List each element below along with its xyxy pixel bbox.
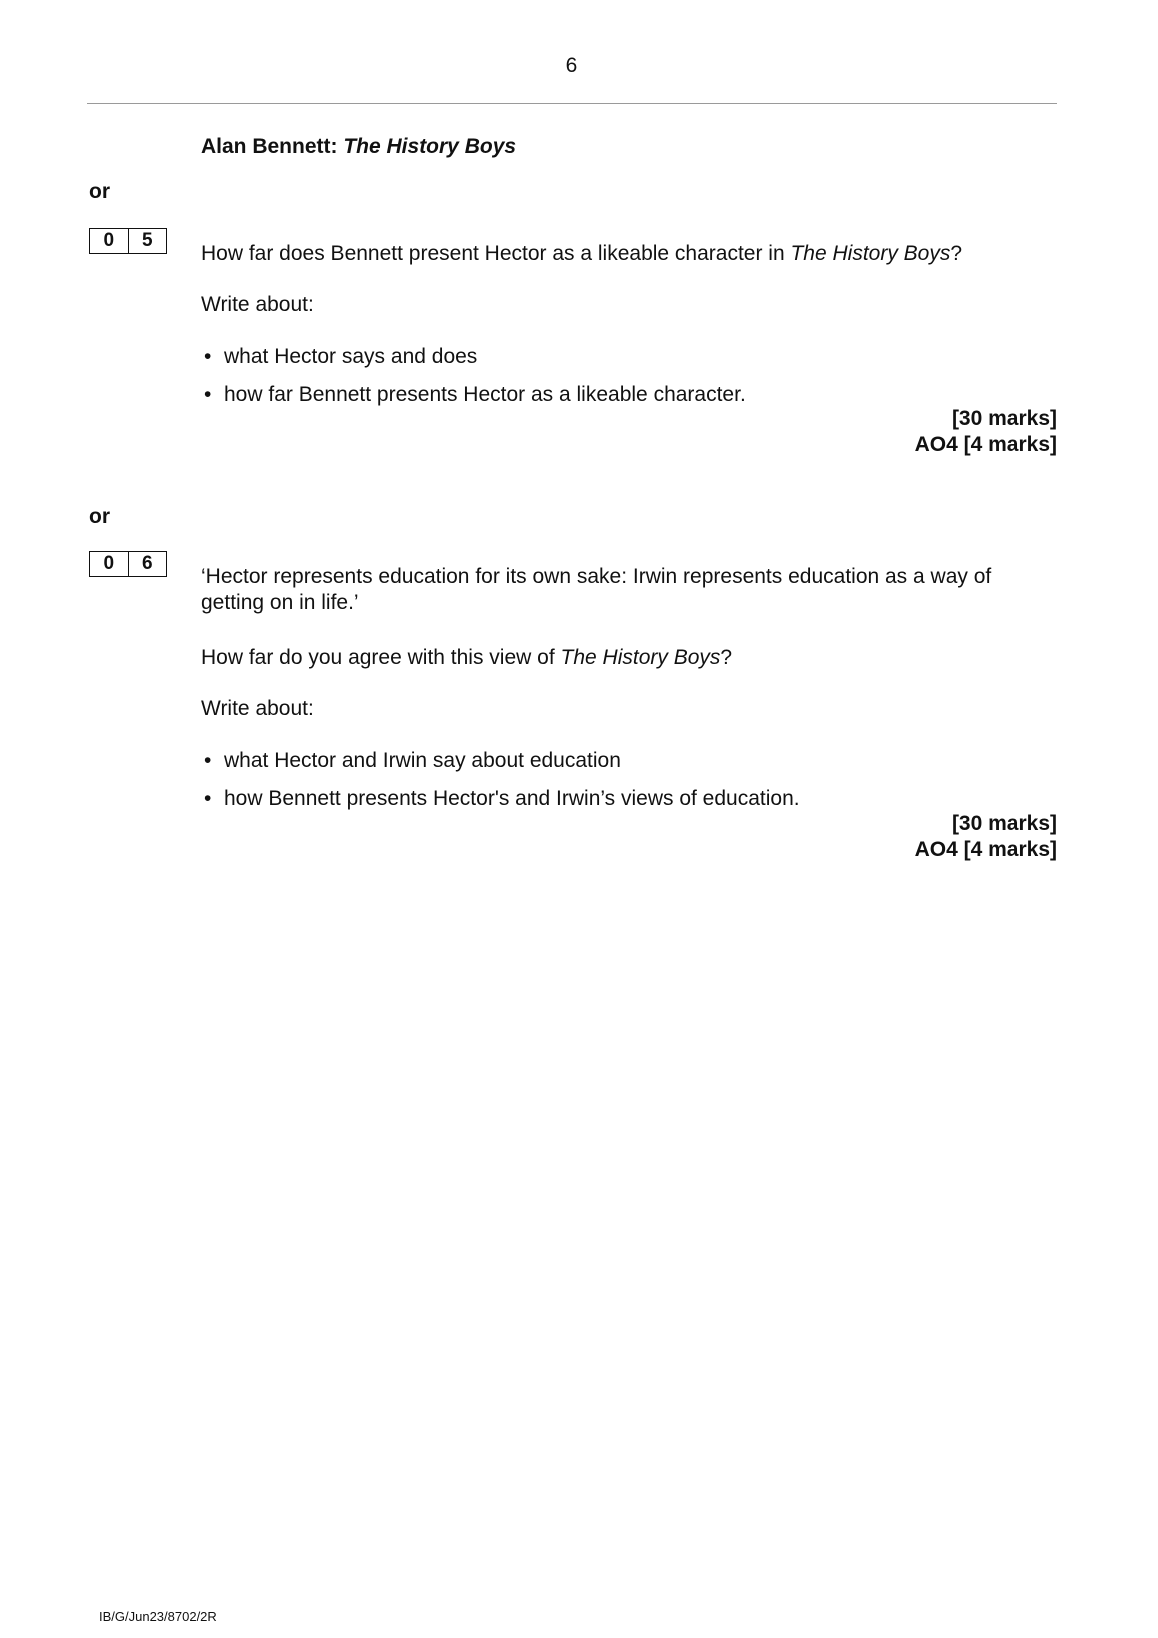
question-prompt <box>201 645 1061 671</box>
list-item: • what Hector and Irwin say about education <box>204 749 621 772</box>
list-item: • how far Bennett presents Hector as a likeable character. <box>204 383 746 406</box>
question-number-box <box>89 551 167 577</box>
question-number-box <box>89 228 167 254</box>
question-digit: 0 <box>103 553 115 574</box>
write-about-label: Write about: <box>201 697 314 720</box>
marks-allocation <box>915 406 1057 458</box>
prompt-text: How far do you agree with this view of <box>201 646 561 669</box>
write-about-label: Write about: <box>201 293 314 316</box>
ao4-marks: AO4 [4 marks] <box>914 433 1057 456</box>
page-number: 6 <box>565 54 578 77</box>
section-title: The History Boys <box>343 135 517 158</box>
marks-total: [30 marks] <box>951 812 1057 835</box>
bullet-icon: • <box>204 787 212 810</box>
prompt-end: ? <box>720 646 733 669</box>
footer-code: IB/G/Jun23/8702/2R <box>99 1609 217 1624</box>
section-author: Alan Bennett: <box>201 135 338 158</box>
question-prompt <box>201 241 1061 267</box>
header-divider <box>87 103 1057 104</box>
question-quote: ‘Hector represents education for its own sake: Irwin represents education as a way of getting on in life.’ <box>201 565 992 614</box>
question-digit: 0 <box>103 230 115 251</box>
prompt-title: The History Boys <box>560 646 721 669</box>
or-label: or <box>89 505 110 528</box>
bullet-icon: • <box>204 383 212 406</box>
ao4-marks: AO4 [4 marks] <box>914 838 1057 861</box>
prompt-text: How far does Bennett present Hector as a likeable character in <box>201 242 791 265</box>
section-heading <box>201 135 516 159</box>
marks-allocation <box>915 811 1057 863</box>
bullet-list <box>201 748 800 824</box>
list-item: • what Hector says and does <box>204 345 478 368</box>
bullet-list <box>201 344 746 420</box>
or-label: or <box>89 180 110 203</box>
marks-total: [30 marks] <box>951 407 1057 430</box>
question-digit: 5 <box>128 229 167 253</box>
prompt-title: The History Boys <box>790 242 951 265</box>
list-item: • how Bennett presents Hector's and Irwin’s views of education. <box>204 787 800 810</box>
question-digit: 6 <box>128 552 167 576</box>
bullet-icon: • <box>204 749 212 772</box>
prompt-end: ? <box>950 242 963 265</box>
bullet-icon: • <box>204 345 212 368</box>
